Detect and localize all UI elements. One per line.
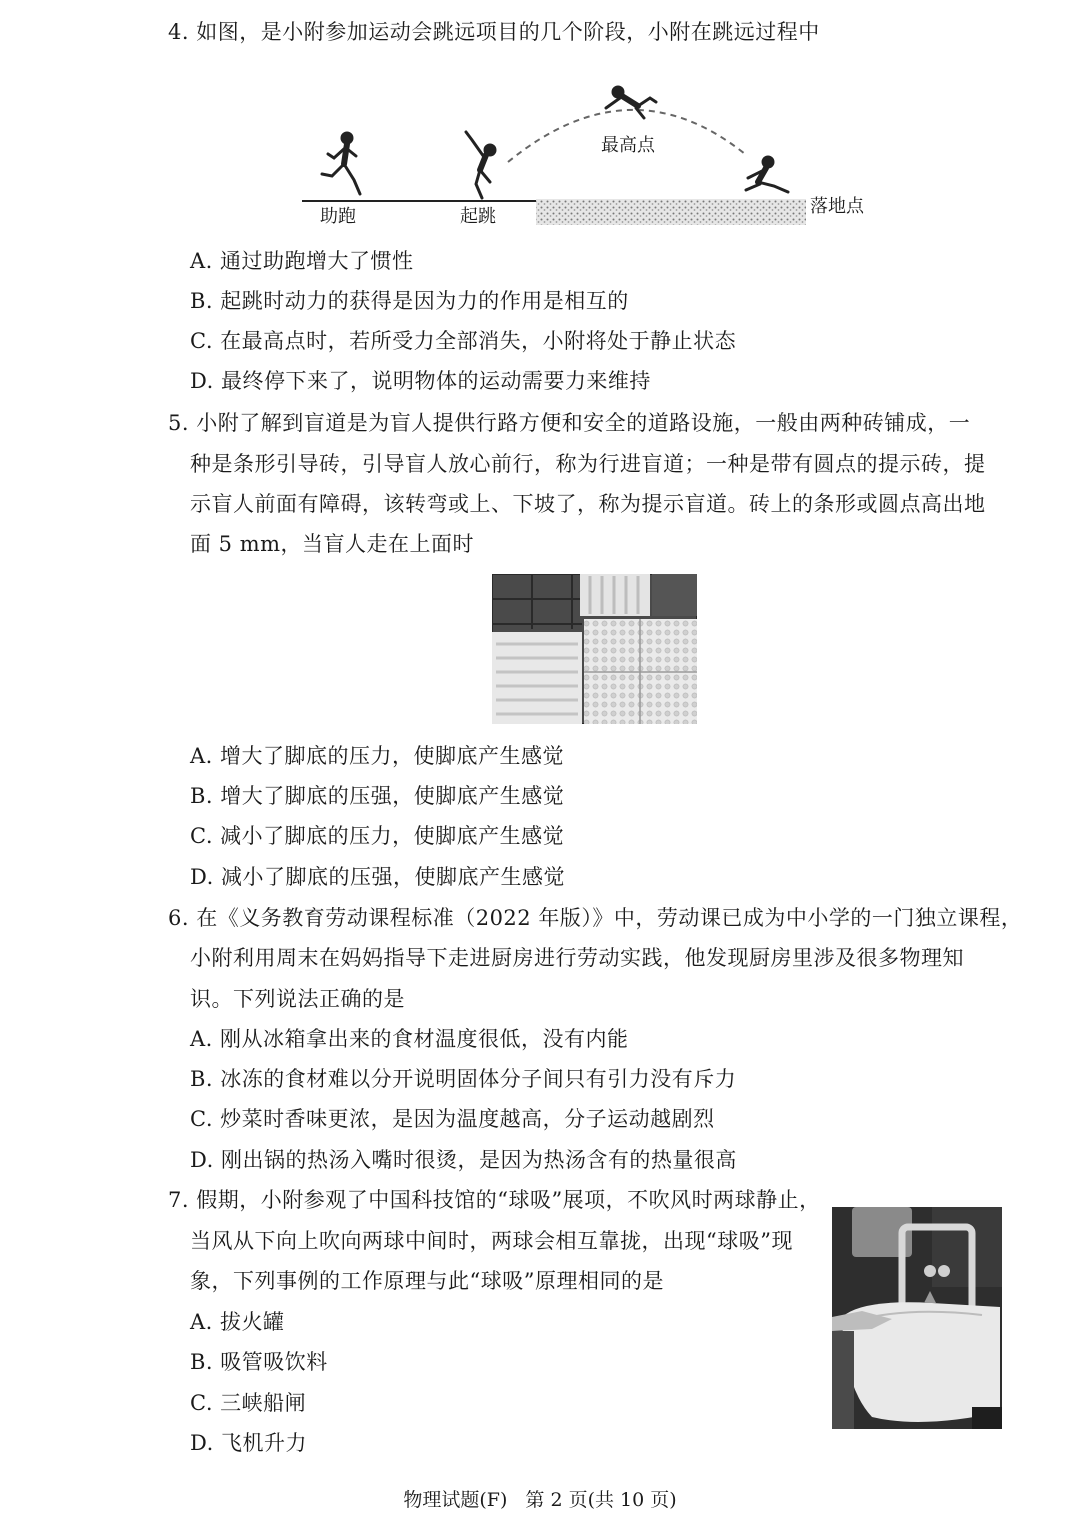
question-4-option-c: C. 在最高点时，若所受力全部消失，小附将处于静止状态 xyxy=(190,329,737,353)
question-7-option-a: A. 拔火罐 xyxy=(190,1310,285,1334)
question-7-stem-line-3: 象，下列事例的工作原理与此“球吸”原理相同的是 xyxy=(190,1269,664,1293)
question-5-option-d: D. 减小了脚底的压强，使脚底产生感觉 xyxy=(190,865,565,889)
footer-subject: 物理试题(F) xyxy=(403,1489,508,1511)
airborne-jumper-icon xyxy=(606,86,656,118)
question-4-option-d: D. 最终停下来了，说明物体的运动需要力来维持 xyxy=(190,369,651,393)
question-5-option-b: B. 增大了脚底的压强，使脚底产生感觉 xyxy=(190,784,565,808)
landing-jumper-icon xyxy=(746,156,788,192)
runner-icon xyxy=(322,132,360,194)
question-7-option-d: D. 飞机升力 xyxy=(190,1431,307,1455)
question-5-stem-line-4: 面 5 mm，当盲人走在上面时 xyxy=(190,532,475,556)
question-6-option-d: D. 刚出锅的热汤入嘴时很烫，是因为热汤含有的热量很高 xyxy=(190,1148,737,1172)
label-takeoff: 起跳 xyxy=(460,206,496,227)
question-6-option-c: C. 炒菜时香味更浓，是因为温度越高，分子运动越剧烈 xyxy=(190,1107,715,1131)
question-4-stem: 4. 如图，是小附参加运动会跳远项目的几个阶段，小附在跳远过程中 xyxy=(168,20,820,44)
question-7-option-c: C. 三峡船闸 xyxy=(190,1391,307,1415)
question-7-stem-line-1: 7. 假期，小附参观了中国科技馆的“球吸”展项，不吹风时两球静止， xyxy=(168,1188,821,1212)
question-5-option-a: A. 增大了脚底的压力，使脚底产生感觉 xyxy=(190,744,565,768)
label-run-up: 助跑 xyxy=(320,206,356,227)
tactile-paving-photo xyxy=(492,574,697,724)
question-4-option-a: A. 通过助跑增大了惯性 xyxy=(190,249,414,273)
question-6-option-a: A. 刚从冰箱拿出来的食材温度很低，没有内能 xyxy=(190,1027,629,1051)
question-6-option-b: B. 冰冻的食材难以分开说明固体分子间只有引力没有斥力 xyxy=(190,1067,737,1091)
page-footer xyxy=(0,1488,1080,1512)
ball-suction-exhibit-photo xyxy=(832,1207,1002,1429)
question-6-stem-line-1: 6. 在《义务教育劳动课程标准（2022 年版）》中，劳动课已成为中小学的一门独立课程， xyxy=(168,906,1023,930)
question-6-stem-line-3: 识。下列说法正确的是 xyxy=(190,987,405,1011)
long-jump-figure xyxy=(300,62,880,237)
sand-pit xyxy=(536,199,806,225)
footer-page-number: 第 2 页(共 10 页) xyxy=(525,1489,677,1511)
question-7-stem-line-2: 当风从下向上吹向两球中间时，两球会相互靠拢，出现“球吸”现 xyxy=(190,1229,793,1253)
label-highest-point: 最高点 xyxy=(601,135,655,156)
question-5-stem-line-3: 示盲人前面有障碍，该转弯或上、下坡了，称为提示盲道。砖上的条形或圆点高出地 xyxy=(190,492,986,516)
takeoff-jumper-icon xyxy=(466,132,496,198)
question-5-option-c: C. 减小了脚底的压力，使脚底产生感觉 xyxy=(190,824,565,848)
question-7-option-b: B. 吸管吸饮料 xyxy=(190,1350,328,1374)
question-5-stem-line-2: 种是条形引导砖，引导盲人放心前行，称为行进盲道；一种是带有圆点的提示砖，提 xyxy=(190,452,986,476)
question-5-stem-line-1: 5. 小附了解到盲道是为盲人提供行路方便和安全的道路设施，一般由两种砖铺成，一 xyxy=(168,411,971,435)
question-6-stem-line-2: 小附利用周末在妈妈指导下走进厨房进行劳动实践，他发现厨房里涉及很多物理知 xyxy=(190,946,964,970)
label-landing-point: 落地点 xyxy=(810,196,864,217)
long-jump-diagram xyxy=(300,62,880,237)
question-4-option-b: B. 起跳时动力的获得是因为力的作用是相互的 xyxy=(190,289,629,313)
